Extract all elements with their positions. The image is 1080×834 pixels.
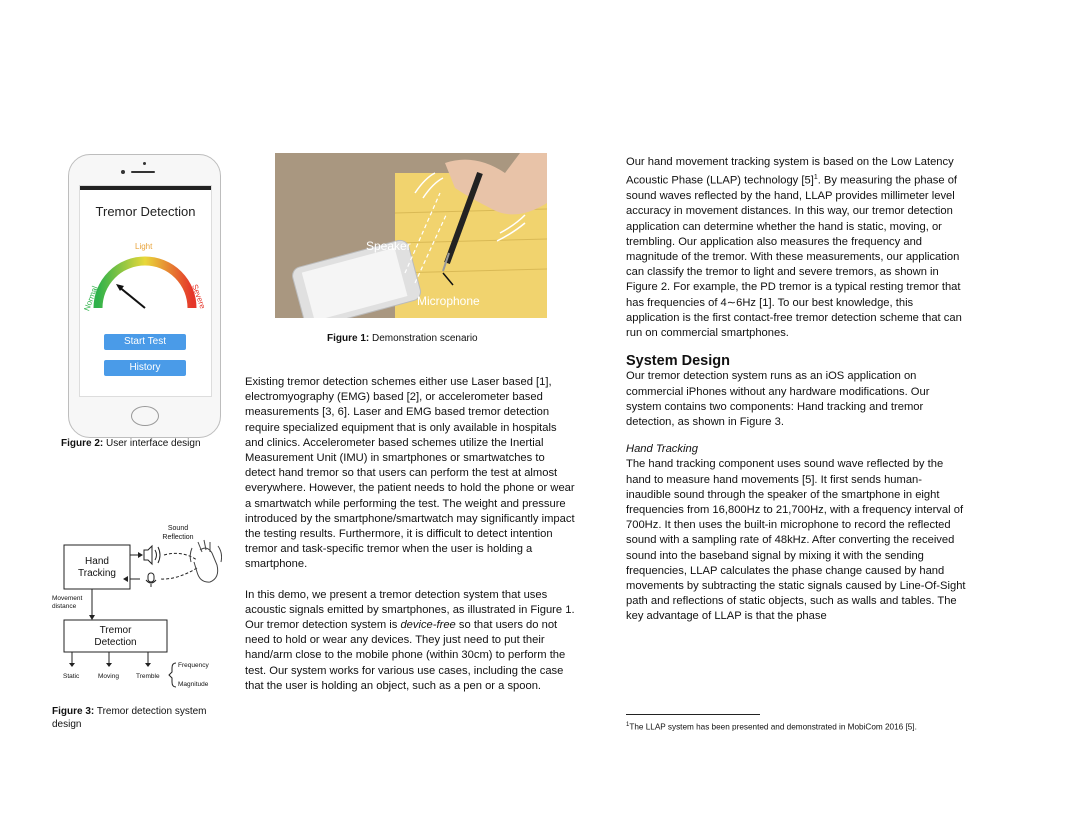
gauge-label-normal: Normal [82,284,100,313]
gauge-label-severe: Severe [190,283,208,310]
phone-screen [79,185,212,397]
section-heading-system-design: System Design [626,353,730,370]
figure-1-caption [327,332,478,345]
phone-front-sensor [143,162,146,165]
status-bar [80,186,211,190]
subheading-hand-tracking: Hand Tracking [626,443,698,456]
middle-p2-part-b: so that users do not need to hold or wear any devices. They just need to put their hand/arm close to the mobile phone (within 30cm) to perform the test. Our system works for various use cases, including the case that the user is holding an object, such as a pen or a spoon. [245,619,566,692]
gauge-label-light: Light [135,242,153,251]
phone-camera [121,170,125,174]
device-free-emphasis: device-free [400,619,456,632]
figure-1-text: Demonstration scenario [369,333,478,344]
right-column [626,155,966,625]
home-button [131,406,159,426]
footnote-number: 1 [626,722,630,728]
tremor-detection-line1: Tremor [99,625,132,636]
middle-column [245,375,577,694]
frequency-label: Frequency [178,662,209,669]
sound-reflection-label [148,524,208,542]
phone-mockup [68,154,221,438]
footnote-text: The LLAP system has been presented and demonstrated in MobiCom 2016 [5]. [629,722,917,732]
demonstration-photo [275,153,547,318]
figure-3-caption [52,705,237,731]
right-paragraph-2: Our tremor detection system runs as an iOS application on commercial iPhones without any hardware modifications. Our system contains two components: Hand tracking and tremor detection, as shown in Figure 3. [626,370,930,428]
gauge-arc [98,261,192,308]
right-p1-part-a: Our hand movement tracking system is based on the Low Latency Acoustic Phase (LLAP) technology [5] [626,156,954,187]
hand-tracking-label [64,556,130,580]
microphone-label: Microphone [417,294,480,308]
speaker-label: Speaker [366,239,411,253]
movement-line1: Movement [52,595,83,602]
middle-p2-part-a: In this demo, we present a tremor detection system that uses acoustic signals emitted by smartphones, as illustrated in Figure 1. Our tremor detection system is [245,588,575,632]
middle-paragraph-1: Existing tremor detection schemes either use Laser based [1], electromyography (EMG) based [2], or accelerometer based measurements [3, 6]. Laser and EMG based tremor detection require specialized equipment that is only available in hospitals and clinics. Accelerometer based schemes utilize the Inertial Measurement Unit (IMU) in smartphones or smartwatches to detect hand tremor so that users can perform the test at almost everywhere. However, the patient needs to hold the phone or wear a smartwatch while performing the test. The weight and pressure introduced by the smartphone/smartwatch may significantly impact the testing results. Furthermore, it is difficult to detect intention tremor and task-specific tremor when the user is holding a smartphone. [245,376,575,571]
footnote [626,720,956,733]
tremble-label: Tremble [136,673,160,680]
figure-3-label: Figure 3: [52,706,95,717]
speaker-waves-icon [144,546,152,564]
moving-label: Moving [98,673,119,680]
figure-2-text: User interface design [103,438,201,449]
footnote-divider [626,714,760,715]
movement-distance-label [52,595,82,611]
right-paragraph-1 [626,155,966,341]
sound-label-line2: Reflection [162,534,194,541]
sound-label-line1: Sound [167,525,189,532]
microphone-icon [146,573,156,587]
gauge-needle [118,286,145,308]
hand-tracking-line1: Hand [85,556,109,567]
figure-1-label: Figure 1: [327,333,370,344]
waving-hand-icon [190,540,221,582]
footnote-marker: 1 [813,174,818,182]
middle-paragraph-2 [245,588,577,694]
figure-2-caption [61,437,201,450]
hand-tracking-line2: Tracking [78,568,116,579]
tremor-detection-line2: Detection [94,637,137,648]
phone-speaker-slot [131,171,155,173]
tremor-detection-label [64,625,167,649]
movement-line2: distance [52,603,77,610]
right-paragraph-3: The hand tracking component uses sound wave reflected by the hand to measure hand movements [5]. It first sends human-inaudible sound through the speaker of the smartphone in eight frequencies from 16,800Hz to 21,700Hz, with a frequency interval of 700Hz. It then uses the built-in microphone to record the reflected sound with a sampling rate of 48kHz. After converting the received sound into the baseband signal by mixing it with the sending frequencies, LLAP calculates the phase change caused by hand movements by subtracting the static signals caused by Line-Of-Sight path and reflections of static objects, such as walls and tables. The key advantage of LLAP is that the phase [626,458,966,623]
right-p1-part-b: . By measuring the phase of sound waves reflected by the hand, LLAP provides millimeter level accuracy in movement distances. In this way, our tremor detection application can determine whether the hand is static, moving, or trembling. Our application also measures the frequency and magnitude of the tremor. With these measurements, our application can classify the tremor to light and severe tremors, as shown in Figure 2. For example, the PD tremor is a typical resting tremor that has frequencies of 4∼6Hz [1]. To our best knowledge, this application is the first contact-free tremor detection scheme that can run on commercial smartphones. [626,174,962,339]
start-test-button[interactable]: Start Test [104,334,186,350]
magnitude-label: Magnitude [178,681,209,688]
system-design-diagram [52,520,222,695]
photo-scene [275,153,547,318]
static-label: Static [63,673,80,680]
figure-2-label: Figure 2: [61,438,104,449]
app-title: Tremor Detection [95,204,196,219]
figure-3-text: Tremor detection system design [52,706,207,730]
history-button[interactable]: History [104,360,186,376]
